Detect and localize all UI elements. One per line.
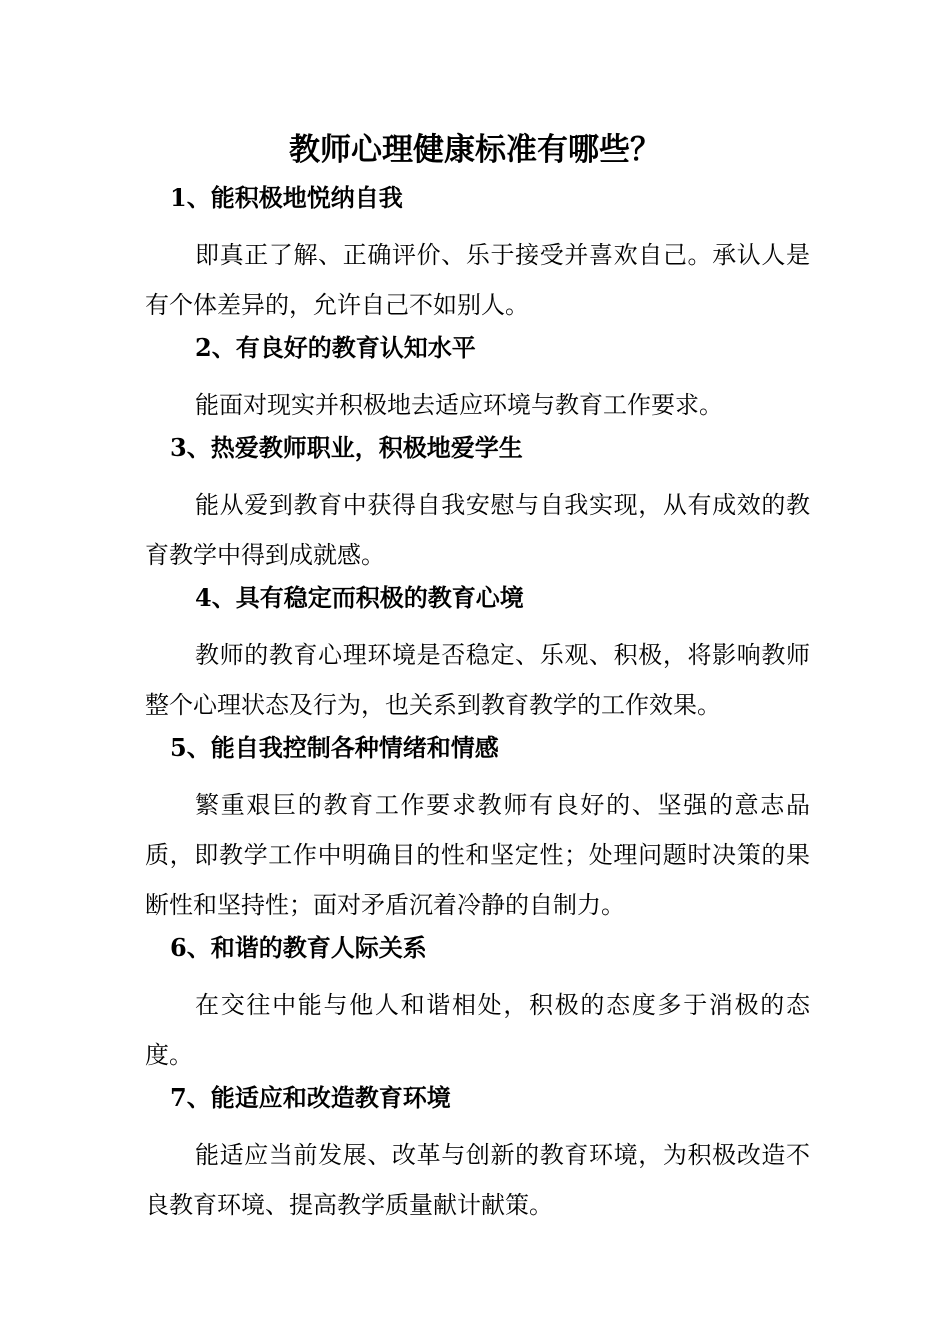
section-paragraph: 能面对现实并积极地去适应环境与教育工作要求。 bbox=[195, 391, 723, 419]
section-heading: 2、有良好的教育认知水平 bbox=[195, 333, 476, 362]
document-body bbox=[145, 180, 810, 1230]
section-6 bbox=[145, 930, 810, 1080]
page-title: 教师心理健康标准有哪些？ bbox=[289, 132, 661, 168]
section-2 bbox=[145, 330, 810, 430]
section-7 bbox=[145, 1080, 810, 1230]
section-5 bbox=[145, 730, 810, 930]
section-paragraph: 能适应当前发展、改革与创新的教育环境，为积极改造不良教育环境、提高教学质量献计献策。 bbox=[145, 1141, 810, 1219]
section-paragraph: 在交往中能与他人和谐相处，积极的态度多于消极的态度。 bbox=[145, 991, 810, 1069]
section-3 bbox=[145, 430, 810, 580]
section-heading: 4、具有稳定而积极的教育心境 bbox=[195, 583, 524, 612]
section-heading: 3、热爱教师职业，积极地爱学生 bbox=[170, 433, 523, 462]
section-heading: 6、和谐的教育人际关系 bbox=[170, 933, 427, 962]
section-paragraph: 即真正了解、正确评价、乐于接受并喜欢自己。承认人是有个体差异的，允许自己不如别人。 bbox=[145, 241, 810, 319]
section-1 bbox=[145, 180, 810, 330]
section-heading: 7、能适应和改造教育环境 bbox=[170, 1083, 451, 1112]
section-paragraph: 能从爱到教育中获得自我安慰与自我实现，从有成效的教育教学中得到成就感。 bbox=[145, 491, 810, 569]
section-paragraph: 繁重艰巨的教育工作要求教师有良好的、坚强的意志品质，即教学工作中明确目的性和坚定性；处理问题时决策的果断性和坚持性；面对矛盾沉着冷静的自制力。 bbox=[145, 791, 810, 919]
section-heading: 5、能自我控制各种情绪和情感 bbox=[170, 733, 499, 762]
section-heading: 1、能积极地悦纳自我 bbox=[170, 183, 403, 212]
section-4 bbox=[145, 580, 810, 730]
section-paragraph: 教师的教育心理环境是否稳定、乐观、积极，将影响教师整个心理状态及行为，也关系到教育教学的工作效果。 bbox=[145, 641, 810, 719]
